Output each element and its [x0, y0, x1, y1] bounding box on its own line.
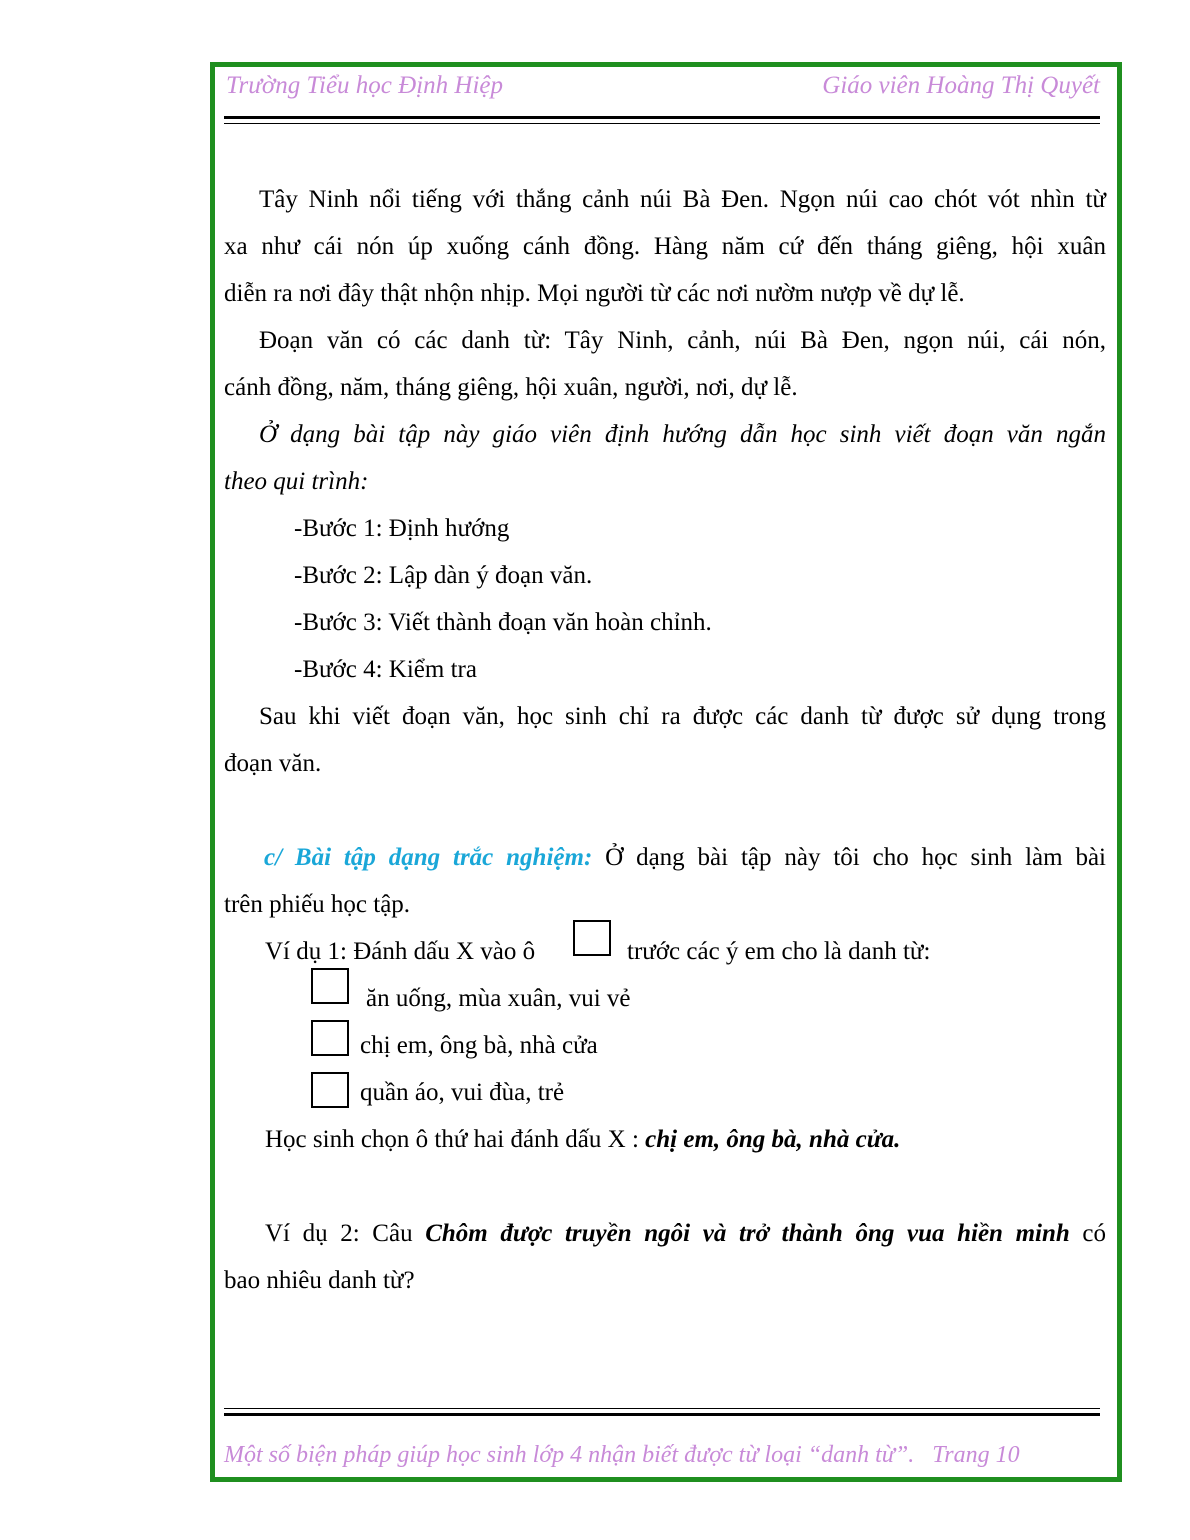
option1-label: ăn uống, mùa xuân, vui vẻ	[366, 985, 631, 1012]
step-4: -Bước 4: Kiểm tra	[294, 656, 477, 683]
footer-rule-thick	[224, 1413, 1100, 1416]
footer-page: Trang 10	[932, 1442, 1020, 1468]
example-checkbox-icon	[573, 920, 611, 956]
example2-line2: bao nhiêu danh từ?	[224, 1267, 415, 1294]
answer-prefix: Học sinh chọn ô thứ hai đánh dấu X :	[265, 1126, 646, 1153]
option2-label: chị em, ông bà, nhà cửa	[360, 1032, 598, 1059]
footer-rule-thin	[224, 1408, 1100, 1409]
header-rule-thick	[224, 116, 1100, 119]
example1-prefix: Ví dụ 1: Đánh dấu X vào ô	[265, 938, 536, 965]
para1-line3: diễn ra nơi đây thật nhộn nhịp. Mọi người từ các nơi nườm nượp về dự lễ.	[224, 280, 965, 307]
footer-title: Một số biện pháp giúp học sinh lớp 4 nhận biết được từ loại “danh từ”.	[224, 1442, 915, 1468]
option3-label: quần áo, vui đùa, trẻ	[360, 1079, 565, 1106]
para4-line1: Sau khi viết đoạn văn, học sinh chỉ ra được các danh từ được sử dụng trong	[259, 703, 1106, 730]
step-3: -Bước 3: Viết thành đoạn văn hoàn chỉnh.	[294, 609, 712, 636]
step-1: -Bước 1: Định hướng	[294, 515, 510, 542]
example2-prefix: Ví dụ 2: Câu	[265, 1220, 426, 1247]
para3-line2: theo qui trình:	[224, 468, 369, 495]
section-c-text: Ở dạng bài tập này tôi cho học sinh làm bài	[592, 844, 1107, 871]
para1-line1: Tây Ninh nổi tiếng với thắng cảnh núi Bà Đen. Ngọn núi cao chót vót nhìn từ	[259, 186, 1106, 213]
example1-suffix: trước các ý em cho là danh từ:	[627, 938, 931, 965]
footer-text	[224, 1442, 1020, 1469]
section-c-line2: trên phiếu học tập.	[224, 891, 411, 918]
answer-bold: chị em, ông bà, nhà cửa.	[645, 1126, 901, 1153]
option2-checkbox[interactable]	[311, 1020, 349, 1056]
example2-line1	[224, 1210, 1106, 1257]
header-teacher: Giáo viên Hoàng Thị Quyết	[822, 72, 1100, 99]
header-school: Trường Tiểu học Định Hiệp	[226, 72, 503, 99]
para2-line2: cánh đồng, năm, tháng giêng, hội xuân, người, nơi, dự lễ.	[224, 374, 798, 401]
section-c-title: c/ Bài tập dạng trắc nghiệm:	[264, 844, 593, 871]
step-2: -Bước 2: Lập dàn ý đoạn văn.	[294, 562, 593, 589]
para1-line2: xa như cái nón úp xuống cánh đồng. Hàng năm cứ đến tháng giêng, hội xuân	[224, 233, 1106, 260]
example2-suffix: có	[1069, 1220, 1106, 1247]
para4-line2: đoạn văn.	[224, 750, 322, 777]
header-rule-thin	[224, 123, 1100, 124]
para3-line1: Ở dạng bài tập này giáo viên định hướng dẫn học sinh viết đoạn văn ngắn	[259, 421, 1106, 448]
para2-line1: Đoạn văn có các danh từ: Tây Ninh, cảnh, núi Bà Đen, ngọn núi, cái nón,	[259, 327, 1106, 354]
option3-checkbox[interactable]	[311, 1072, 349, 1108]
option1-checkbox[interactable]	[311, 968, 349, 1004]
example2-bold: Chôm được truyền ngôi và trở thành ông vua hiền minh	[425, 1220, 1070, 1247]
answer-line	[265, 1116, 900, 1163]
section-c-line1	[224, 834, 1106, 881]
